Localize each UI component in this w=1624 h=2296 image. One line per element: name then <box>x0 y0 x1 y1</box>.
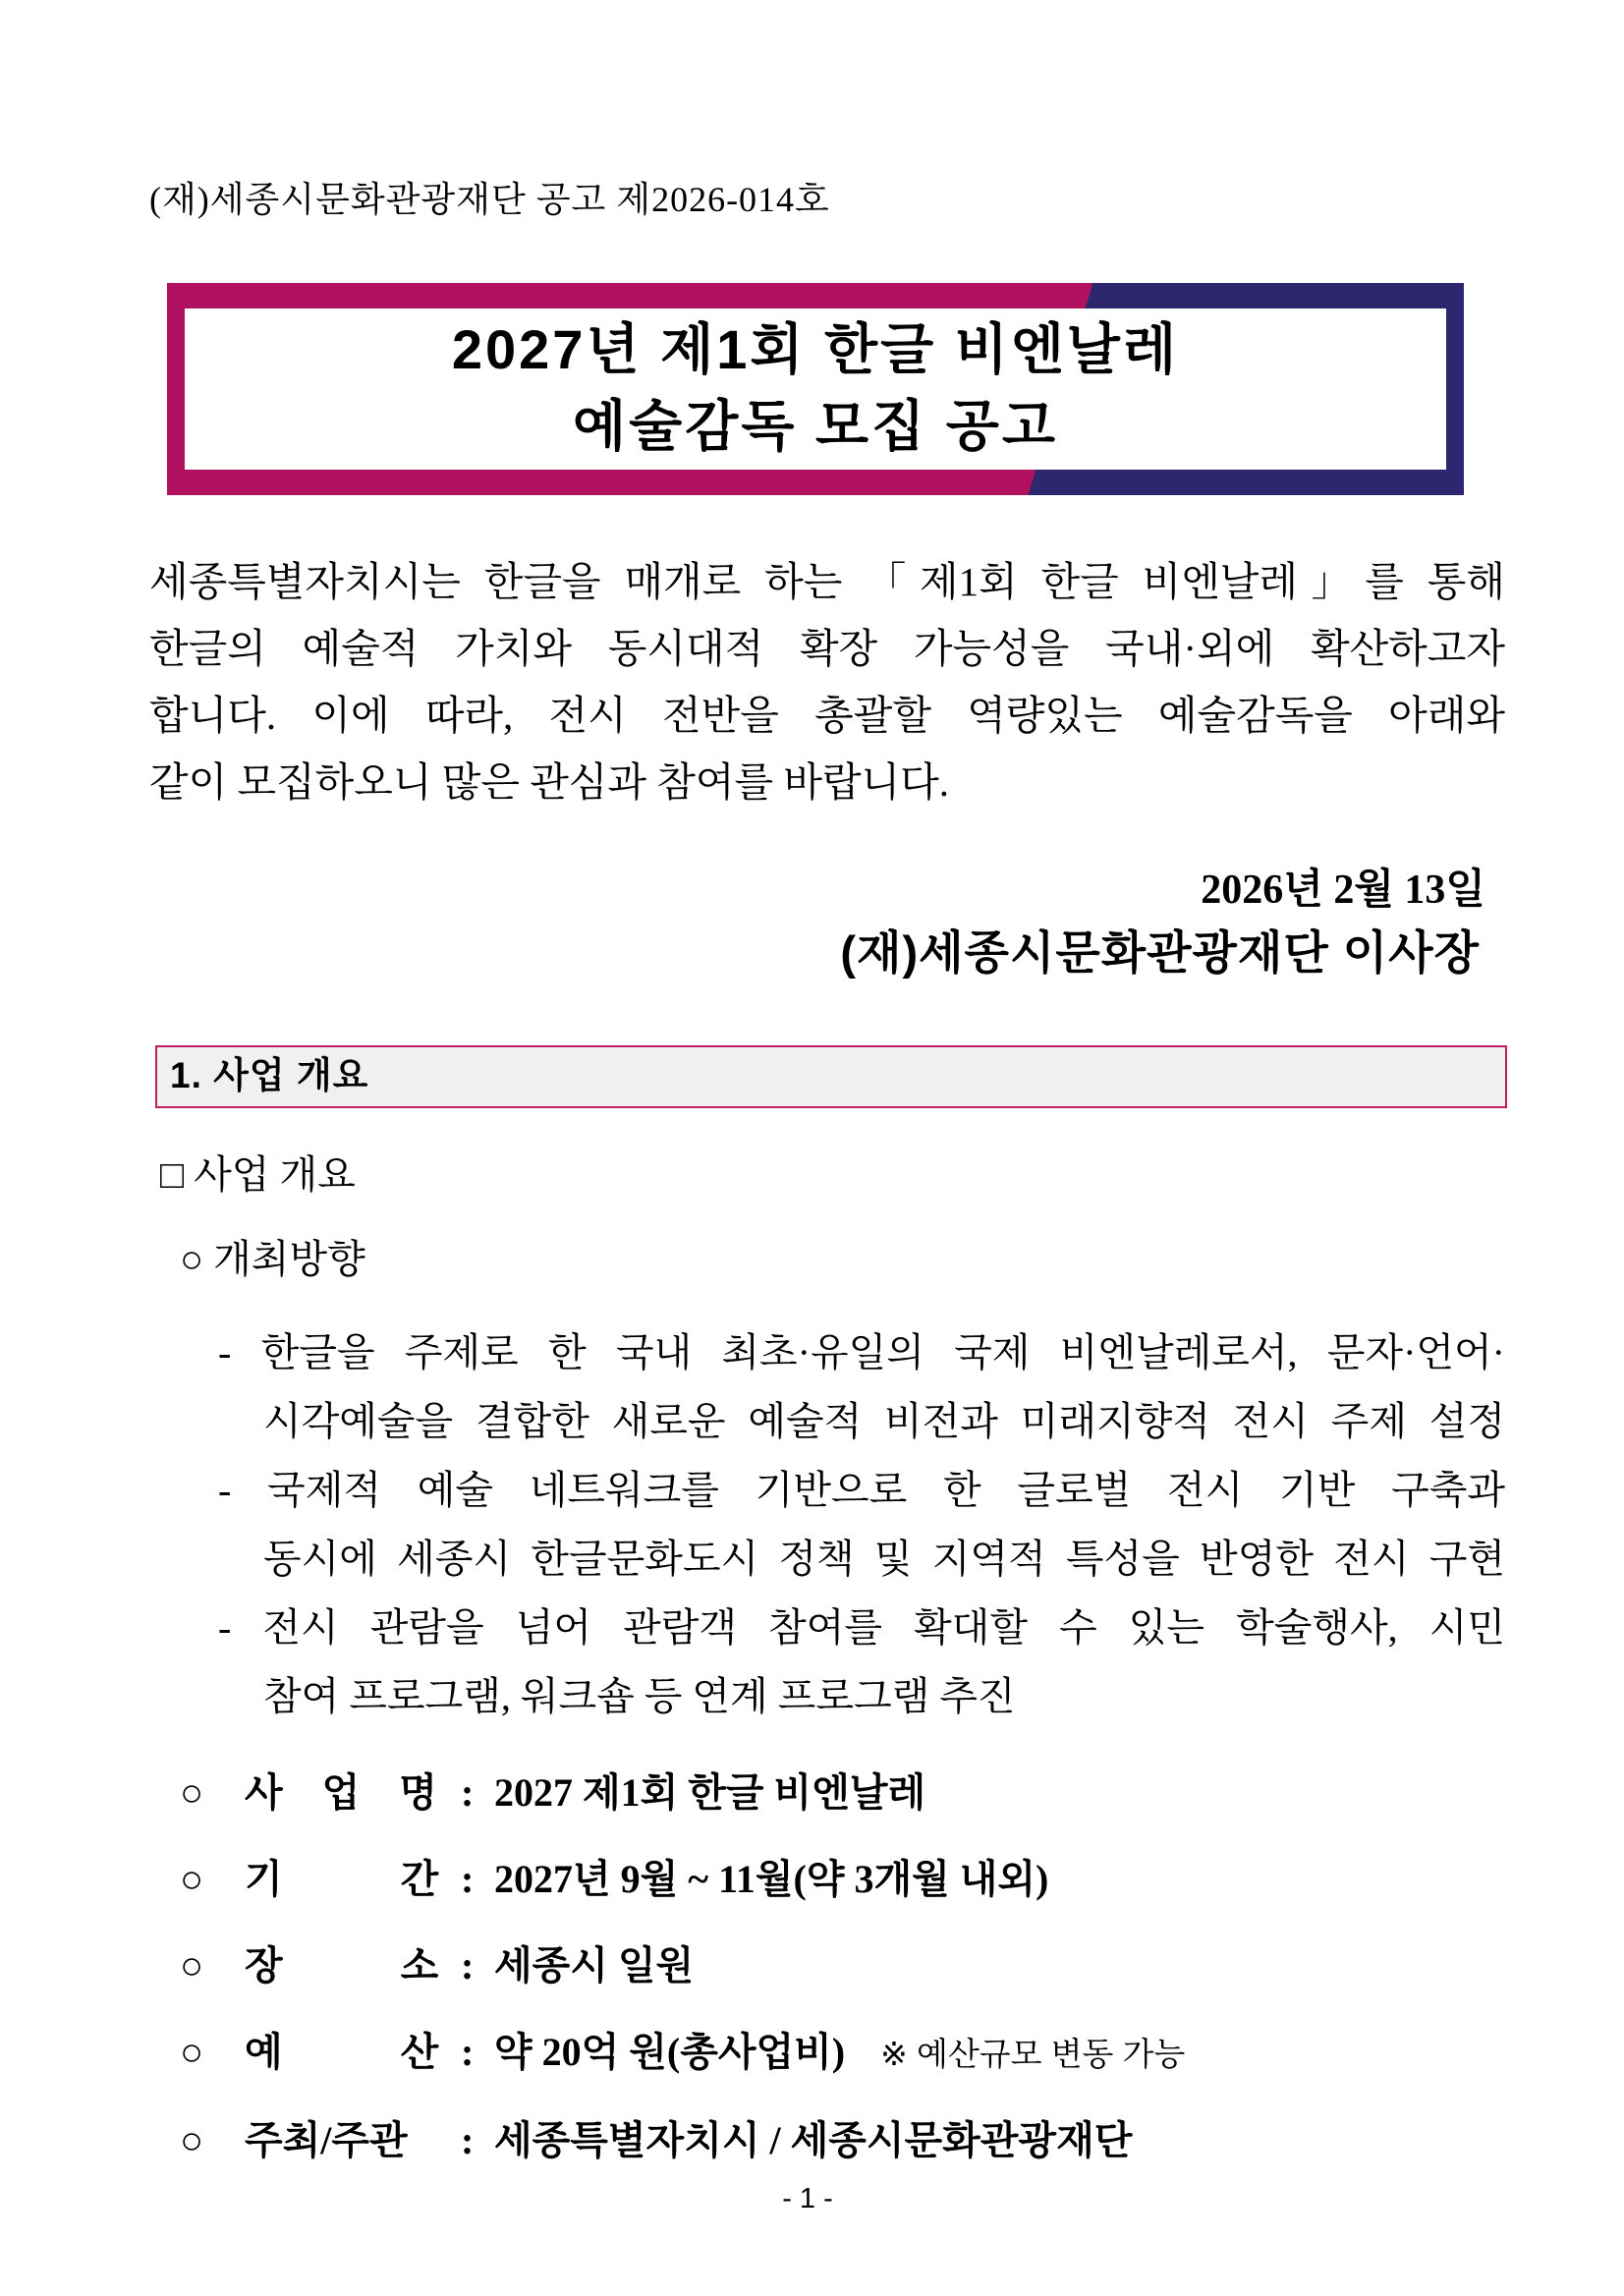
circle-bullet: ○ <box>180 1943 204 1988</box>
field-value: 약 20억 원(총사업비) <box>494 2030 846 2074</box>
direction-item-line: - 한글을 주제로 한 국내 최초·유일의 국제 비엔날레로서, 문자·언어· <box>218 1330 1505 1374</box>
project-field-list <box>149 1768 1505 2165</box>
field-separator: : <box>461 1943 475 1988</box>
field-project-name <box>149 1768 1505 1818</box>
intro-line: 같이 모집하오니 많은 관심과 참여를 바랍니다. <box>149 759 950 805</box>
direction-item-line: 참여 프로그램, 워크숍 등 연계 프로그램 추진 <box>263 1674 1016 1718</box>
intro-line: 한글의 예술적 가치와 동시대적 확장 가능성을 국내·외에 확산하고자 <box>149 626 1505 671</box>
signing-organization: (재)세종시문화관광재단 이사장 <box>840 926 1480 979</box>
circle-bullet: ○ <box>180 2030 204 2074</box>
announcement-date: 2026년 2월 13일 <box>1201 868 1485 913</box>
circle-bullet: ○ <box>180 1770 204 1815</box>
field-label: 주최/주관 <box>245 2118 408 2162</box>
title-banner <box>185 308 1446 470</box>
page-number: - 1 - <box>782 2183 833 2214</box>
field-value: 2027 제1회 한글 비엔날레 <box>494 1770 926 1815</box>
field-value: 2027년 9월 ~ 11월(약 3개월 내외) <box>494 1857 1049 1901</box>
intro-paragraph <box>149 548 1505 815</box>
section-heading-project-overview: 1. 사업 개요 <box>155 1045 1507 1108</box>
notice-number: (재)세종시문화관광재단 공고 제2026-014호 <box>149 180 830 219</box>
direction-item-line: - 국제적 예술 네트워크를 기반으로 한 글로벌 전시 기반 구축과 <box>218 1468 1505 1512</box>
intro-line: 세종특별자치시는 한글을 매개로 하는 「제1회 한글 비엔날레」를 통해 <box>149 559 1505 604</box>
field-period <box>149 1855 1505 1904</box>
field-separator: : <box>461 2030 475 2074</box>
direction-heading: ○ 개최방향 <box>180 1237 365 1281</box>
overview-subheading: □ 사업 개요 <box>160 1152 356 1197</box>
field-host-organizer <box>149 2116 1505 2165</box>
field-label: 기 간 <box>245 1857 439 1901</box>
direction-item-list <box>149 1318 1505 1731</box>
title-line-1: 2027년 제1회 한글 비엔날레 <box>451 318 1180 380</box>
field-separator: : <box>461 2118 475 2162</box>
field-value: 세종시 일원 <box>494 1943 695 1988</box>
field-location <box>149 1941 1505 1990</box>
circle-bullet: ○ <box>180 1857 204 1901</box>
intro-line: 합니다. 이에 따라, 전시 전반을 총괄할 역량있는 예술감독을 아래와 <box>149 693 1505 738</box>
direction-item-line: 시각예술을 결합한 새로운 예술적 비전과 미래지향적 전시 주제 설정 <box>263 1399 1505 1443</box>
field-separator: : <box>461 1857 475 1901</box>
circle-bullet: ○ <box>180 2118 204 2162</box>
direction-item-line: 동시에 세종시 한글문화도시 정책 및 지역적 특성을 반영한 전시 구현 <box>263 1537 1505 1581</box>
field-label: 예 산 <box>245 2030 439 2074</box>
title-banner-frame <box>167 283 1464 495</box>
field-label: 사 업 명 <box>245 1770 437 1815</box>
budget-note: ※ 예산규모 변동 가능 <box>880 2036 1186 2072</box>
title-line-2: 예술감독 모집 공고 <box>573 395 1058 457</box>
direction-item-line: - 전시 관람을 넘어 관람객 참여를 확대할 수 있는 학술행사, 시민 <box>218 1605 1505 1650</box>
field-value: 세종특별자치시 / 세종시문화관광재단 <box>494 2118 1133 2162</box>
field-separator: : <box>461 1770 475 1815</box>
field-budget <box>149 2028 1505 2079</box>
field-label: 장 소 <box>245 1943 439 1988</box>
